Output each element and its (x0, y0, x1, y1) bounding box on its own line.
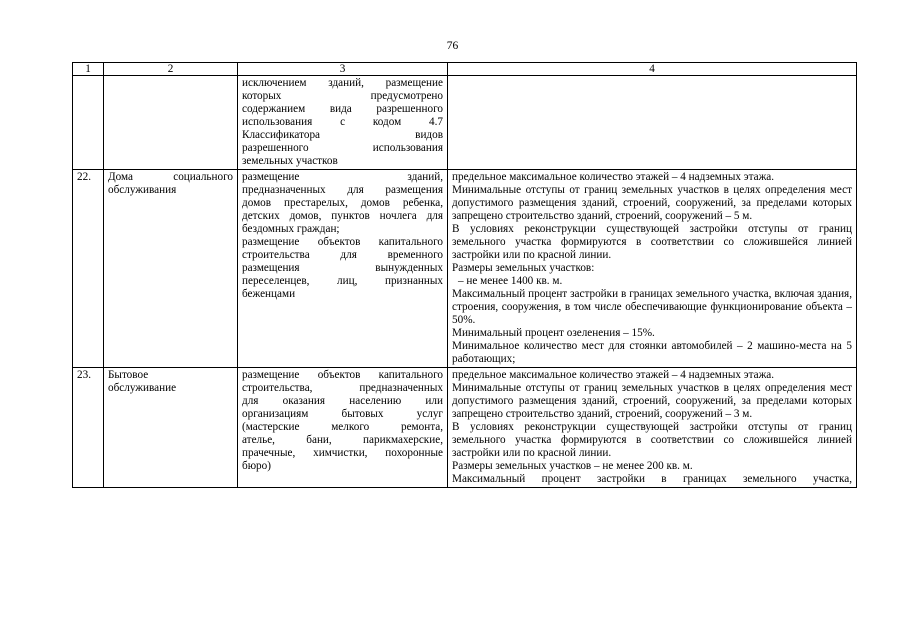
desc-line: земельных участков (242, 155, 338, 167)
desc-line: предназначенных для размещения (242, 184, 443, 196)
param-paragraph: Размеры земельных участков – не менее 200 кв. м. (452, 460, 693, 472)
name-line: обслуживание (108, 382, 177, 394)
desc-line: размещения вынужденных (242, 262, 443, 274)
cell-params (448, 170, 857, 368)
param-paragraph: В условиях реконструкции существующей застройки отступы от границ земельного участка формируются в соответствии со сложившейся линией застройки или по красной линии. (452, 421, 852, 459)
cell-num: 23. (73, 368, 104, 488)
desc-line: размещение объектов капитального (242, 236, 443, 248)
desc-line: для оказания населению или (242, 395, 443, 407)
cell-num: 22. (73, 170, 104, 368)
desc-line: домов престарелых, домов ребенка, (242, 197, 443, 209)
desc-line: размещение объектов капитального (242, 369, 443, 381)
desc-line: Классификатора видов (242, 129, 443, 141)
param-paragraph: Максимальный процент застройки в границах земельного участка, включая здания, строения, сооружения, в том числе обеспечивающие функционирование объекта – 50%. (452, 288, 852, 326)
param-paragraph: предельное максимальное количество этажей – 4 надземных этажа. (452, 369, 775, 381)
desc-line: прачечные, химчистки, похоронные (242, 447, 443, 459)
desc-line: строительства, предназначенных (242, 382, 443, 394)
header-col-2: 2 (104, 63, 238, 76)
desc-line: размещение зданий, (242, 171, 443, 183)
desc-line: бюро) (242, 460, 271, 472)
cell-description (238, 76, 448, 170)
header-col-3: 3 (238, 63, 448, 76)
param-paragraph: Минимальные отступы от границ земельных участков в целях определения мест допустимого размещения зданий, строений, сооружений, за пределами которых запрещено строительство зданий, строений, сооружений – 3 м. (452, 382, 852, 420)
cell-name (104, 170, 238, 368)
desc-line: разрешенного использования (242, 142, 443, 154)
desc-line: которых предусмотрено (242, 90, 443, 102)
header-col-4: 4 (448, 63, 857, 76)
cell-num (73, 76, 104, 170)
param-paragraph: Минимальные отступы от границ земельных участков в целях определения мест допустимого размещения зданий, строений, сооружений, за пределами которых запрещено строительство зданий, строений, сооружений – 5 м. (452, 184, 852, 222)
cell-params (448, 76, 857, 170)
param-paragraph: Минимальный процент озеленения – 15%. (452, 327, 655, 339)
desc-line: использования с кодом 4.7 (242, 116, 443, 128)
param-paragraph: Максимальный процент застройки в границах земельного участка, (452, 473, 852, 485)
param-paragraph: Минимальное количество мест для стоянки автомобилей – 2 машино-места на 5 работающих; (452, 340, 852, 365)
param-paragraph: В условиях реконструкции существующей застройки отступы от границ земельного участка формируются в соответствии со сложившейся линией застройки или по красной линии. (452, 223, 852, 261)
desc-line: исключением зданий, размещение (242, 77, 443, 89)
param-bullet: – не менее 1400 кв. м. (458, 275, 563, 287)
param-paragraph: предельное максимальное количество этажей – 4 надземных этажа. (452, 171, 775, 183)
name-line: обслуживания (108, 184, 177, 196)
table-row-22 (73, 170, 857, 368)
cell-name (104, 368, 238, 488)
cell-description (238, 170, 448, 368)
desc-line: ателье, бани, парикмахерские, (242, 434, 443, 446)
cell-description (238, 368, 448, 488)
page-number: 76 (446, 40, 459, 52)
param-paragraph: Размеры земельных участков: (452, 262, 595, 274)
table-header-row (73, 63, 857, 76)
desc-line: (мастерские мелкого ремонта, (242, 421, 443, 433)
zoning-table (72, 62, 857, 488)
desc-line: строительства для временного (242, 249, 443, 261)
desc-line: бездомных граждан; (242, 223, 340, 235)
cell-params (448, 368, 857, 488)
name-line: Бытовое (108, 369, 149, 381)
cell-name (104, 76, 238, 170)
desc-line: беженцами (242, 288, 296, 300)
desc-line: содержанием вида разрешенного (242, 103, 443, 115)
desc-line: переселенцев, лиц, признанных (242, 275, 443, 287)
table-row-23 (73, 368, 857, 488)
header-col-1: 1 (73, 63, 104, 76)
table-row-continuation (73, 76, 857, 170)
desc-line: организациям бытовых услуг (242, 408, 443, 420)
name-line: Дома социального (108, 171, 233, 183)
desc-line: детских домов, пунктов ночлега для (242, 210, 443, 222)
